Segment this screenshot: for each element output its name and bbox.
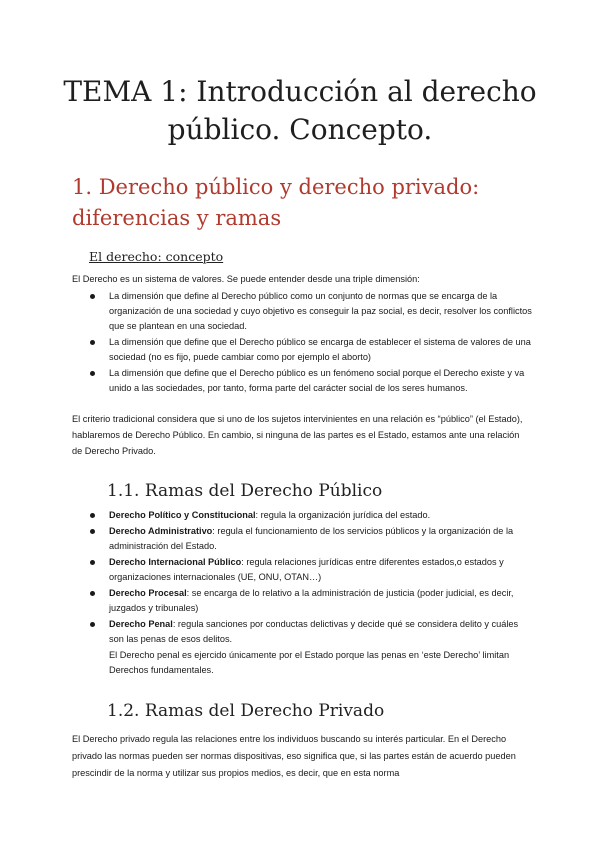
list-item — [72, 555, 532, 585]
branch-term: Derecho Internacional Público — [109, 557, 242, 567]
criterion-paragraph: El criterio tradicional considera que si uno de los sujetos intervinientes en una relación es “público” (el Estado), hablaremos de Derecho Público. En cambio, si ninguna de las partes es el Estado, estamos ante una relación de Derecho Privado. — [72, 414, 523, 456]
dimension-list — [72, 289, 532, 397]
branch-term: Derecho Político y Constitucional — [109, 510, 256, 520]
dimension-text: La dimensión que define al Derecho público como un conjunto de normas que se encarga de la organización de una sociedad y cuyo objetivo es conseguir la paz social, es decir, resolver los conflictos que se plantean en una sociedad. — [109, 291, 532, 331]
document-title — [60, 73, 540, 149]
bullet-icon — [90, 560, 95, 565]
subheading-concepto: El derecho: concepto — [89, 249, 224, 264]
list-item — [72, 335, 532, 365]
list-item — [72, 366, 532, 396]
branch-description: : regula relaciones jurídicas entre diferentes estados,o estados y organizaciones internacionales (UE, ONU, OTAN…) — [109, 557, 504, 582]
branch-description: : se encarga de lo relativo a la administración de justicia (poder judicial, es decir, juzgados y tribunales) — [109, 588, 514, 613]
bullet-icon — [90, 591, 95, 596]
penal-note: El Derecho penal es ejercido únicamente por el Estado porque las penas en ‘este Derecho’ limitan Derechos fundamentales. — [109, 650, 510, 675]
list-item — [72, 586, 532, 616]
bullet-icon — [90, 513, 95, 518]
bullet-icon — [90, 340, 95, 345]
document-title-line-2: público. Concepto. — [167, 113, 433, 146]
dimension-text: La dimensión que define que el Derecho público se encarga de establecer el sistema de valores de una sociedad (no es fijo, puede cambiar como por ejemplo el aborto) — [109, 337, 531, 362]
branch-description: : regula el funcionamiento de los servicios públicos y la organización de la administración del Estado. — [109, 526, 514, 551]
public-law-branches-list — [72, 508, 532, 679]
intro-paragraph: El Derecho es un sistema de valores. Se puede entender desde una triple dimensión: — [72, 274, 420, 284]
dimension-text: La dimensión que define que el Derecho público es un fenómeno social porque el Derecho existe y va unido a las sociedades, por tanto, forma parte del carácter social de los seres humanos. — [109, 368, 525, 393]
private-law-paragraph: El Derecho privado regula las relaciones entre los individuos buscando su interés particular. En el Derecho privado las normas pueden ser normas dispositivas, eso significa que, si las partes están de acuerdo pueden prescindir de la norma y utilizar sus propios medios, es decir, que en esta norma — [72, 734, 516, 778]
branch-description: : regula sanciones por conductas delictivas y decide qué se considera delito y cuáles son las penas de esos delitos. — [109, 619, 519, 644]
bullet-icon — [90, 622, 95, 627]
list-item — [72, 508, 532, 523]
section-1-1-heading: 1.1. Ramas del Derecho Público — [107, 481, 383, 501]
section-1-heading: 1. Derecho público y derecho privado: diferencias y ramas — [72, 175, 480, 230]
branch-term: Derecho Procesal — [109, 588, 187, 598]
branch-term: Derecho Administrativo — [109, 526, 213, 536]
branch-term: Derecho Penal — [109, 619, 173, 629]
bullet-icon — [90, 371, 95, 376]
list-item — [72, 524, 532, 554]
bullet-icon — [90, 529, 95, 534]
bullet-icon — [90, 294, 95, 299]
list-item — [72, 289, 532, 334]
section-1-2-heading: 1.2. Ramas del Derecho Privado — [107, 701, 385, 721]
branch-description: : regula la organización jurídica del estado. — [255, 510, 431, 520]
list-item — [72, 617, 532, 678]
document-title-line-1: TEMA 1: Introducción al derecho — [63, 75, 537, 108]
